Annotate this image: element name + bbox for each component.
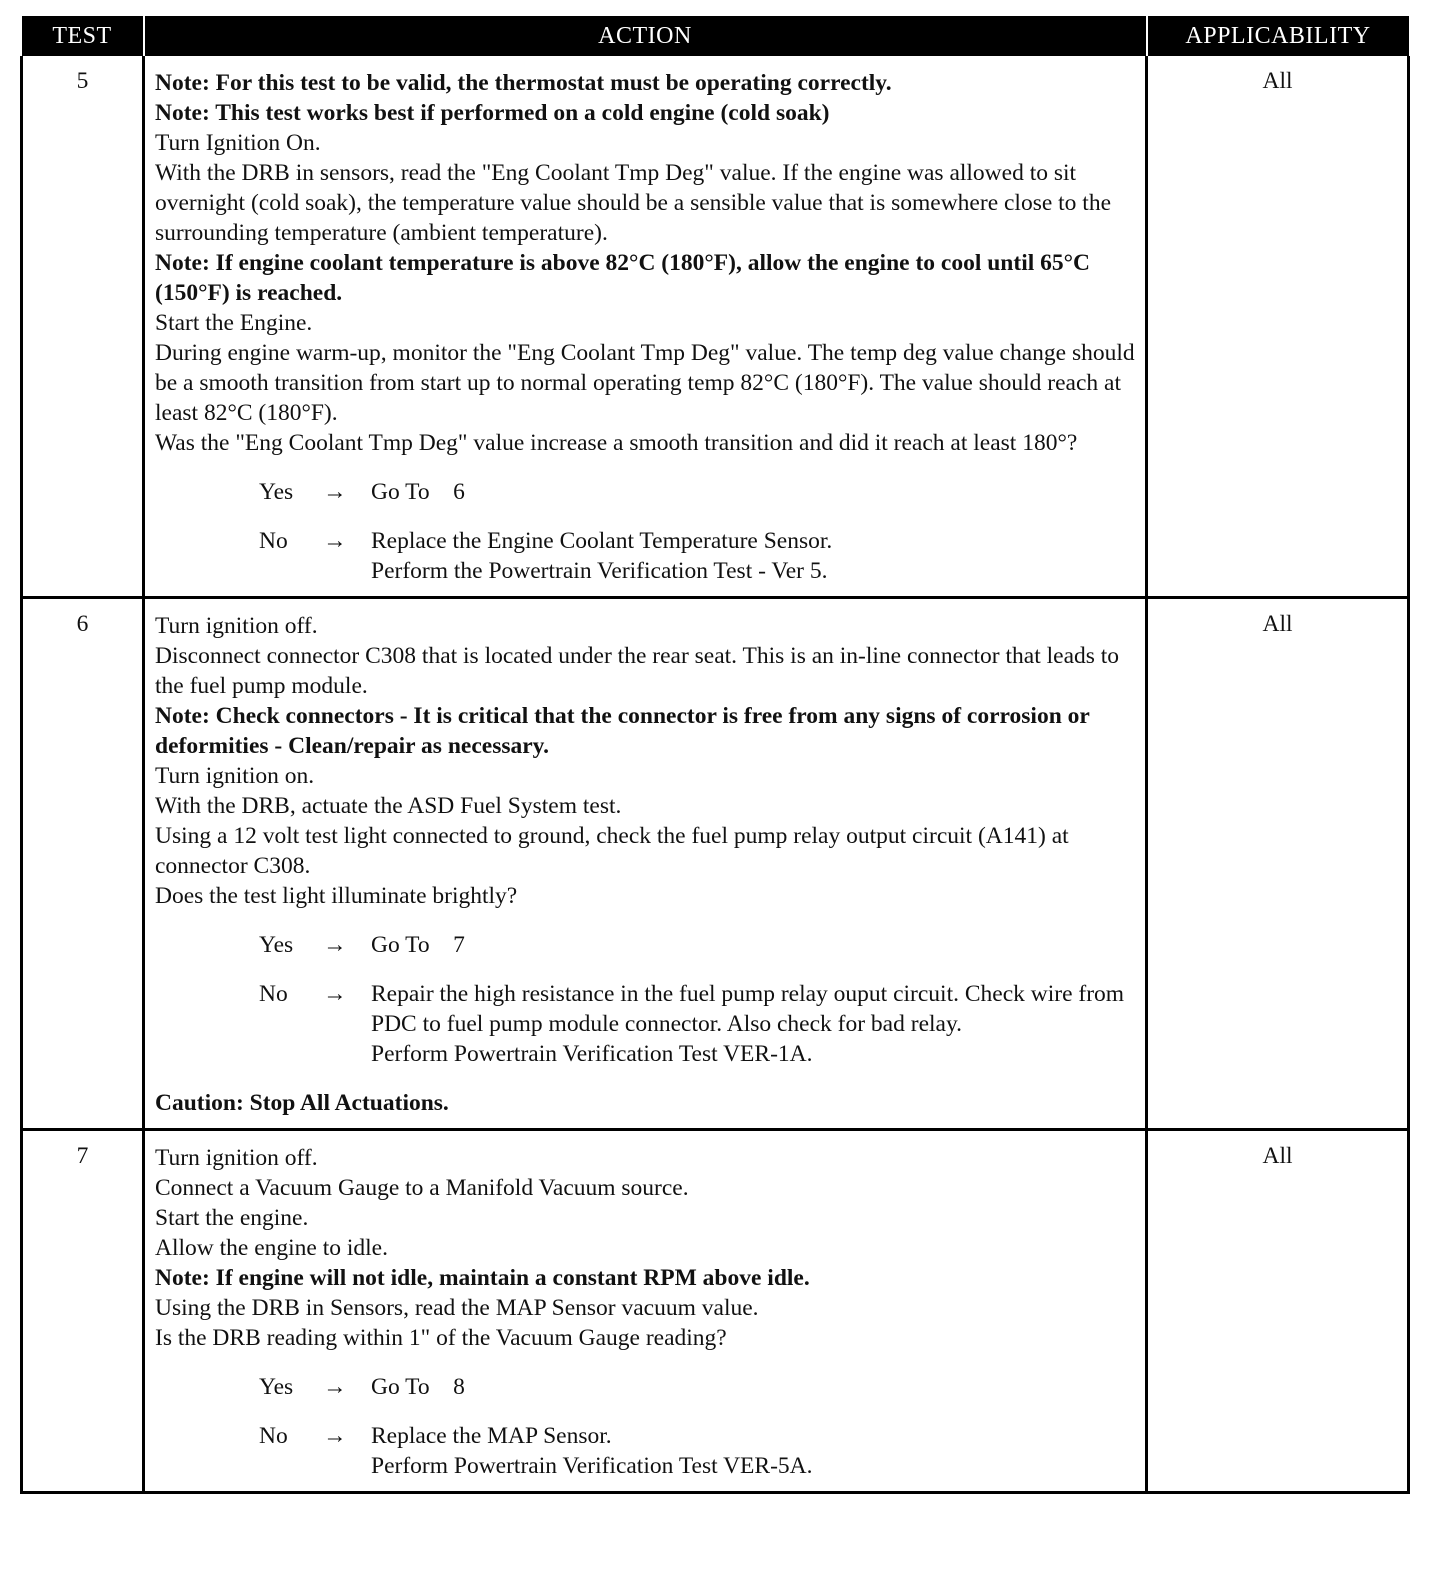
no-branch <box>155 979 1137 1069</box>
header-row <box>22 16 1409 56</box>
note-text: Note: This test works best if performed on a cold engine (cold soak) <box>155 100 830 126</box>
step-text: With the DRB in sensors, read the "Eng Coolant Tmp Deg" value. If the engine was allowed to sit overnight (cold soak), the temperature value should be a sensible value that is somewhere close to the surrounding temperature (ambient temperature). <box>155 160 1112 246</box>
step-text: Does the test light illuminate brightly? <box>155 883 518 909</box>
action-cell <box>144 56 1147 598</box>
arrow-icon: → <box>323 932 347 958</box>
action-cell <box>144 1130 1147 1493</box>
arrow-icon: → <box>323 1374 347 1400</box>
note-text: Note: If engine will not idle, maintain a constant RPM above idle. <box>155 1265 810 1291</box>
branch-instructions <box>371 477 1137 507</box>
answer-label: Yes <box>259 932 294 958</box>
step-text: With the DRB, actuate the ASD Fuel System test. <box>155 793 622 819</box>
no-branch <box>155 1421 1137 1481</box>
branch-text: Perform the Powertrain Verification Test - Ver 5. <box>371 558 828 584</box>
yes-branch <box>155 1372 1137 1402</box>
header-test: TEST <box>22 16 144 56</box>
branch-instructions <box>371 526 1137 586</box>
step-text: Start the Engine. <box>155 310 313 336</box>
arrow-icon: → <box>323 981 347 1007</box>
step-text: Turn ignition off. <box>155 613 318 639</box>
caution-text: Caution: Stop All Actuations. <box>155 1090 449 1116</box>
action-cell <box>144 598 1147 1130</box>
applicability-value: All <box>1147 598 1409 1130</box>
answer-label: Yes <box>259 1374 294 1400</box>
step-text: Turn ignition off. <box>155 1145 318 1171</box>
test-number: 7 <box>22 1130 144 1493</box>
step-text: Start the engine. <box>155 1205 309 1231</box>
header-action: ACTION <box>144 16 1147 56</box>
test-number: 5 <box>22 56 144 598</box>
step-text: Turn ignition on. <box>155 763 315 789</box>
branch-instructions <box>371 979 1137 1069</box>
yes-branch <box>155 477 1137 507</box>
test-row <box>22 598 1409 1130</box>
answer-label: Yes <box>259 479 294 505</box>
branch-text: Perform Powertrain Verification Test VER-5A. <box>371 1453 813 1479</box>
arrow-icon: → <box>323 479 347 505</box>
answer-label: No <box>259 528 288 554</box>
test-number: 6 <box>22 598 144 1130</box>
step-text: Using the DRB in Sensors, read the MAP Sensor vacuum value. <box>155 1295 759 1321</box>
answer-label: No <box>259 981 288 1007</box>
test-rows <box>22 56 1409 1493</box>
applicability-value: All <box>1147 1130 1409 1493</box>
arrow-icon: → <box>323 528 347 554</box>
step-text: Allow the engine to idle. <box>155 1235 388 1261</box>
step-text: Disconnect connector C308 that is located under the rear seat. This is an in-line connector that leads to the fuel pump module. <box>155 643 1120 699</box>
branch-instructions <box>371 1421 1137 1481</box>
step-text: Was the "Eng Coolant Tmp Deg" value increase a smooth transition and did it reach at least 180°? <box>155 430 1078 456</box>
step-text: During engine warm-up, monitor the "Eng Coolant Tmp Deg" value. The temp deg value change should be a smooth transition from start up to normal operating temp 82°C (180°F). The value should reach at least 82°C (180°F). <box>155 340 1135 426</box>
applicability-value: All <box>1147 56 1409 598</box>
header-applicability: APPLICABILITY <box>1147 16 1409 56</box>
branch-text: Replace the Engine Coolant Temperature Sensor. <box>371 528 833 554</box>
answer-label: No <box>259 1423 288 1449</box>
branch-text: Replace the MAP Sensor. <box>371 1423 612 1449</box>
step-text: Connect a Vacuum Gauge to a Manifold Vacuum source. <box>155 1175 689 1201</box>
branch-text: Repair the high resistance in the fuel pump relay ouput circuit. Check wire from PDC to fuel pump module connector. Also check for bad relay. <box>371 981 1130 1037</box>
branch-text: Perform Powertrain Verification Test VER-1A. <box>371 1041 813 1067</box>
yes-branch <box>155 930 1137 960</box>
branch-instructions <box>371 930 1137 960</box>
branch-text: Go To 8 <box>371 1374 465 1400</box>
note-text: Note: Check connectors - It is critical that the connector is free from any signs of corrosion or deformities - Clean/repair as necessary. <box>155 703 1090 759</box>
branch-text: Go To 6 <box>371 479 465 505</box>
branch-text: Go To 7 <box>371 932 465 958</box>
test-row <box>22 56 1409 598</box>
note-text: Note: If engine coolant temperature is above 82°C (180°F), allow the engine to cool until 65°C (150°F) is reached. <box>155 250 1091 306</box>
step-text: Turn Ignition On. <box>155 130 321 156</box>
branch-instructions <box>371 1372 1137 1402</box>
step-text: Is the DRB reading within 1" of the Vacuum Gauge reading? <box>155 1325 727 1351</box>
no-branch <box>155 526 1137 586</box>
test-row <box>22 1130 1409 1493</box>
note-text: Note: For this test to be valid, the thermostat must be operating correctly. <box>155 70 892 96</box>
arrow-icon: → <box>323 1423 347 1449</box>
step-text: Using a 12 volt test light connected to ground, check the fuel pump relay output circuit (A141) at connector C308. <box>155 823 1069 879</box>
diagnostic-test-table <box>20 16 1410 1494</box>
